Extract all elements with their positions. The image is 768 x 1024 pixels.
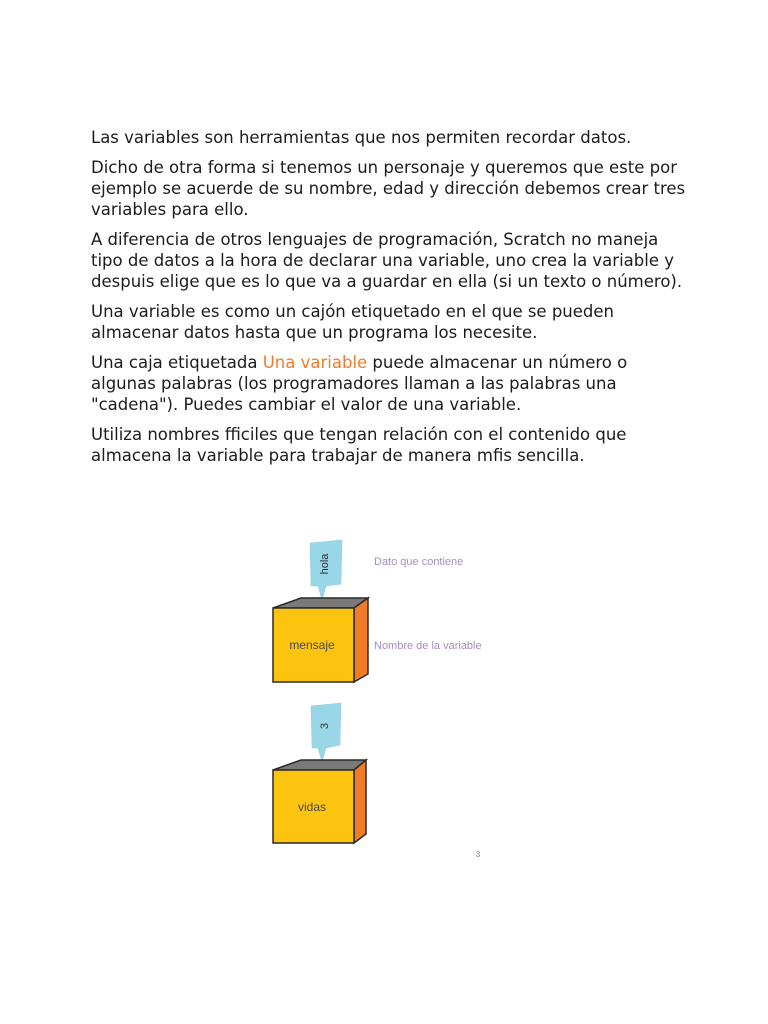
paragraph-5-end: puede almacenar un número o algunas palabras (los programadores llaman a las palabras una "cadena"). Puedes cambiar el valor de una variable.	[91, 353, 628, 414]
annotation-variable-name: Nombre de la variable	[374, 640, 482, 652]
variable-name-2: vidas	[297, 800, 327, 815]
paragraph-5	[91, 352, 691, 415]
highlighted-variable-term: Una variable	[262, 353, 368, 372]
annotation-value: Dato que contiene	[374, 556, 464, 568]
variable-box-1	[273, 598, 368, 682]
variable-box-2	[273, 760, 366, 843]
variable-box-illustration	[255, 530, 515, 870]
paragraph-2: Dicho de otra forma si tenemos un personaje y queremos que este por ejemplo se acuerde de su nombre, edad y dirección debemos crear tres variables para ello.	[91, 158, 686, 219]
paragraph-3: A diferencia de otros lenguajes de programación, Scratch no maneja tipo de datos a la hora de declarar una variable, uno crea la variable y despuis elige que es lo que va a guardar en ella (si un texto o número).	[91, 230, 683, 291]
body-text	[91, 127, 691, 475]
variable-box-diagram	[255, 530, 515, 870]
paragraph-1: Las variables son herramientas que nos permiten recordar datos.	[91, 128, 632, 147]
variable-name-1: mensaje	[289, 638, 335, 653]
paragraph-6: Utiliza nombres fficiles que tengan relación con el contenido que almacena la variable para trabajar de manera mfis sencilla.	[91, 425, 627, 465]
value-tag-2-text: 3	[318, 722, 331, 730]
figure-page-number: 3	[475, 850, 481, 859]
paragraph-5-start: Una caja etiquetada	[91, 353, 263, 372]
paragraph-4: Una variable es como un cajón etiquetado en el que se pueden almacenar datos hasta que un programa los necesite.	[91, 302, 614, 342]
value-tag-1	[310, 540, 342, 600]
value-tag-1-text: hola	[318, 553, 331, 575]
value-tag-2	[311, 703, 341, 762]
